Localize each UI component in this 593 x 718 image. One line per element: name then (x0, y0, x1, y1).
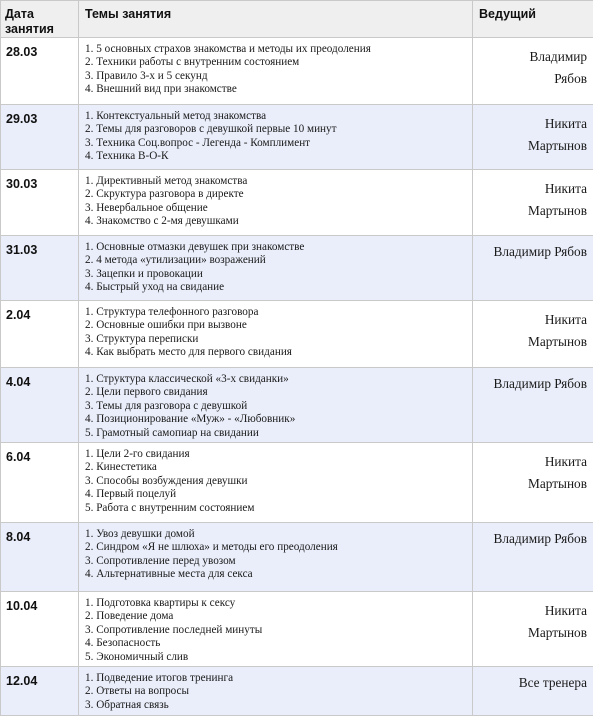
session-topics (79, 236, 473, 301)
topic-item: 2. Ответы на вопросы (85, 685, 190, 698)
table-row (1, 443, 593, 523)
topic-item: 1. Подготовка квартиры к сексу (85, 597, 236, 609)
topic-item: 1. Основные отмазки девушек при знакомстве (85, 241, 305, 253)
session-date: 28.03 (1, 38, 79, 105)
topic-item: 2. Темы для разговоров с девушкой первые 10 минут (85, 123, 337, 136)
session-topics (79, 38, 473, 105)
topic-list (85, 175, 466, 229)
topic-item: 4. Позиционирование «Муж» - «Любовник» (85, 413, 296, 426)
session-date: 12.04 (1, 667, 79, 716)
topic-item: 5. Экономичный слив (85, 650, 189, 663)
topic-item: 4. Как выбрать место для первого свидания (85, 346, 292, 359)
session-host: Владимир Рябов (473, 523, 593, 592)
topic-list (85, 43, 466, 97)
session-host: Все тренера (473, 667, 593, 716)
topic-item: 4. Безопасность (85, 637, 161, 650)
topic-item: 4. Техника В-О-К (85, 150, 169, 163)
topic-item: 2. Поведение дома (85, 610, 174, 623)
session-topics (79, 170, 473, 236)
topic-list (85, 448, 466, 515)
session-topics (79, 105, 473, 170)
topic-item: 4. Внешний вид при знакомстве (85, 83, 237, 96)
topic-item: 1. Контекстуальный метод знакомства (85, 110, 267, 122)
table-row (1, 523, 593, 592)
table-row (1, 592, 593, 667)
topic-item: 3. Темы для разговора с девушкой (85, 399, 248, 412)
topic-item: 3. Сопротивление перед увозом (85, 554, 236, 567)
session-topics (79, 301, 473, 368)
session-host: Никита Мартынов (473, 301, 593, 368)
topic-item: 2. Цели первого свидания (85, 386, 208, 399)
table-row (1, 38, 593, 105)
topic-item: 1. Увоз девушки домой (85, 528, 195, 540)
session-host: Владимир Рябов (473, 38, 593, 105)
header-date: Дата занятия (1, 1, 79, 38)
table-row (1, 368, 593, 443)
session-date: 6.04 (1, 443, 79, 523)
topic-list (85, 672, 466, 712)
topic-item: 1. Структура классической «3-х свиданки» (85, 373, 289, 385)
topic-item: 3. Невербальное общение (85, 201, 208, 214)
topic-list (85, 110, 466, 164)
topic-item: 4. Быстрый уход на свидание (85, 281, 225, 294)
table-row (1, 105, 593, 170)
topic-item: 1. Цели 2-го свидания (85, 448, 190, 460)
session-date: 30.03 (1, 170, 79, 236)
session-host: Никита Мартынов (473, 170, 593, 236)
topic-item: 3. Зацепки и провокации (85, 267, 203, 280)
topic-item: 3. Правило 3-х и 5 секунд (85, 69, 208, 82)
session-date: 10.04 (1, 592, 79, 667)
topic-item: 2. Основные ошибки при вызвоне (85, 319, 247, 332)
topic-item: 1. 5 основных страхов знакомства и методы их преодоления (85, 43, 371, 55)
topic-list (85, 306, 466, 360)
topic-item: 3. Структура переписки (85, 332, 199, 345)
topic-item: 2. Кинестетика (85, 461, 157, 474)
table-row (1, 667, 593, 716)
topic-item: 4. Первый поцелуй (85, 488, 177, 501)
topic-item: 4. Альтернативные места для секса (85, 568, 253, 581)
table-row (1, 170, 593, 236)
session-topics (79, 443, 473, 523)
session-topics (79, 667, 473, 716)
session-date: 4.04 (1, 368, 79, 443)
topic-item: 3. Обратная связь (85, 698, 169, 711)
session-host: Никита Мартынов (473, 443, 593, 523)
session-date: 31.03 (1, 236, 79, 301)
session-topics (79, 523, 473, 592)
header-host: Ведущий (473, 1, 593, 38)
session-host: Владимир Рябов (473, 236, 593, 301)
topic-list (85, 373, 466, 440)
session-date: 2.04 (1, 301, 79, 368)
header-topics: Темы занятия (79, 1, 473, 38)
header-row (1, 1, 593, 38)
topic-item: 2. Техники работы с внутренним состоянием (85, 56, 300, 69)
topic-item: 5. Грамотный самопиар на свидании (85, 426, 259, 439)
topic-item: 1. Директивный метод знакомства (85, 175, 248, 187)
topic-list (85, 241, 466, 295)
session-topics (79, 592, 473, 667)
session-date: 29.03 (1, 105, 79, 170)
session-host: Никита Мартынов (473, 105, 593, 170)
table-row (1, 301, 593, 368)
topic-item: 3. Способы возбуждения девушки (85, 474, 248, 487)
session-host: Владимир Рябов (473, 368, 593, 443)
topic-item: 2. Скруктура разговора в директе (85, 188, 244, 201)
topic-item: 3. Сопротивление последней минуты (85, 623, 263, 636)
topic-item: 4. Знакомство с 2-мя девушками (85, 215, 239, 228)
topic-item: 2. Синдром «Я не шлюха» и методы его преодоления (85, 541, 338, 554)
session-topics (79, 368, 473, 443)
session-date: 8.04 (1, 523, 79, 592)
topic-item: 2. 4 метода «утилизации» возражений (85, 254, 266, 267)
schedule-body (1, 38, 593, 716)
topic-list (85, 597, 466, 664)
topic-item: 1. Структура телефонного разговора (85, 306, 259, 318)
topic-item: 5. Работа с внутренним состоянием (85, 501, 255, 514)
topic-item: 3. Техника Соц.вопрос - Легенда - Комплимент (85, 136, 311, 149)
topic-item: 1. Подведение итогов тренинга (85, 672, 234, 684)
session-host: Никита Мартынов (473, 592, 593, 667)
table-row (1, 236, 593, 301)
topic-list (85, 528, 466, 582)
